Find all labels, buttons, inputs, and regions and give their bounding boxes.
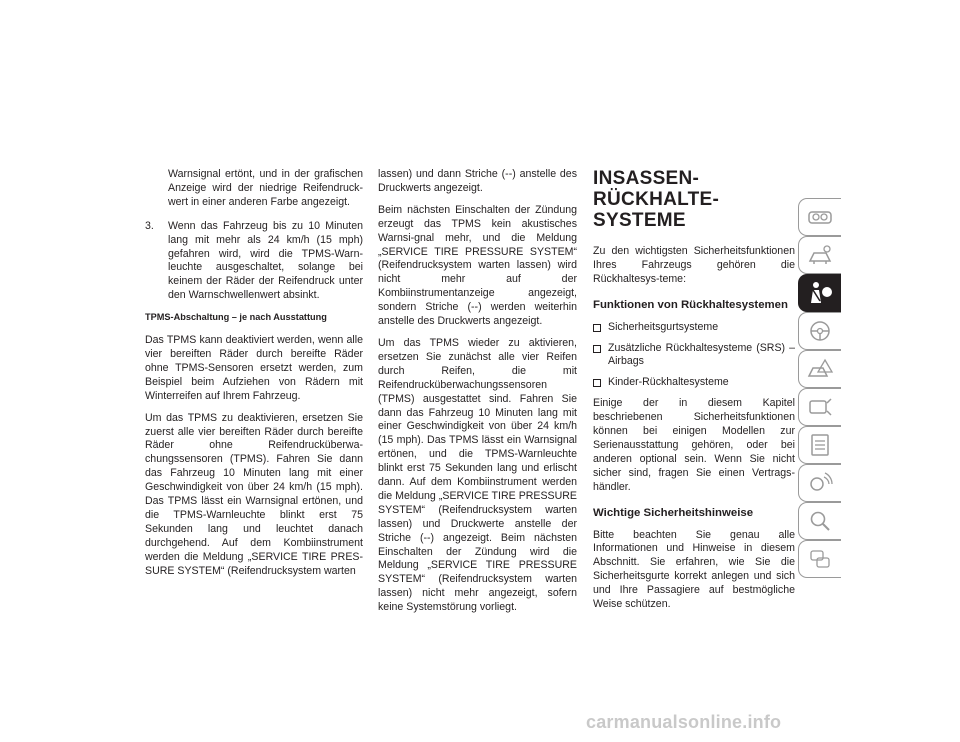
column-middle xyxy=(378,168,577,623)
chapter-title-line1: INSASSEN-RÜCKHALTE- xyxy=(593,168,720,210)
paragraph: Beim nächsten Einschalten der Zündung erzeugt das TPMS kein akustisches Warnsi-gnal mehr, und die Meldung „SERVICE TIRE PRESSURE SYSTEM“ (Reifendrucksystem warten lassen) wird nicht mehr auf der Kombiinstrumentanzeige angezeigt, sondern Striche (--) werden weiterhin anstelle des Druckwerts angezeigt. xyxy=(378,203,577,328)
list-item: Zusätzliche Rückhaltesysteme (SRS) – Airbags xyxy=(593,342,795,370)
chapter-title-line2: SYSTEME xyxy=(593,210,686,231)
paragraph: Um das TPMS wieder zu aktivieren, ersetzen Sie zunächst alle vier Reifen durch Reifen, die mit Reifendrucküberwachungssensoren (TPMS) ausgestattet sind. Fahren Sie dann das Fahrzeug 10 Minuten lang mit einer Geschwindigkeit von über 24 km/h (15 mph). Das TPMS lässt ein Warnsignal ertönen, und die TPMS-Warnleuchte blinkt erst 75 Sekunden lang und erlischt dann. Auf dem Kombiinstrument werden die Meldung „SERVICE TIRE PRESSURE SYSTEM“ (Reifendrucksystem warten lassen) und Druckwerte anstelle der Striche (--) angezeigt. Beim nächsten Einschalten der Zündung wird die Meldung „SERVICE TIRE PRESSURE SYSTEM“ (Reifendrucksystem warten lassen) nicht mehr angezeigt, sofern keine Systemstörung vorliegt. xyxy=(378,336,577,614)
warning-car-icon xyxy=(805,355,835,383)
intro-paragraph: Zu den wichtigsten Sicherheitsfunktionen Ihres Fahrzeugs gehören die Rückhaltesys-teme: xyxy=(593,245,795,285)
chapter-tab-languages[interactable] xyxy=(798,540,841,578)
continued-paragraph: Warnsignal ertönt, und in der grafischen Anzeige wird der niedrige Reifendruck-wert in einer anderen Farbe angezeigt. xyxy=(168,168,363,208)
numbered-item-3 xyxy=(145,220,363,303)
car-key-icon xyxy=(805,241,835,269)
checkbox-bullet-icon xyxy=(593,324,601,332)
section-heading-safety-notes: Wichtige Sicherheitshinweise xyxy=(593,506,754,519)
paragraph: Um das TPMS zu deaktivieren, ersetzen Sie zuerst alle vier bereiften Räder durch bereifte Räder ohne Reifendrucküberwa-chungssensoren (TPMS). Fahren Sie dann das Fahrzeug 10 Minuten lang mit einer Geschwindigkeit von über 24 km/h (15 mph). Das TPMS lässt ein Warnsignal ertönen, und die TPMS-Warnleuchte blinkt erst 75 Sekunden lang und leuchtet danach durchgehend. Auf dem Kombiinstrument werden die Meldung „SERVICE TIRE PRES-SURE SYSTEM“ (Reifendrucksystem warten xyxy=(145,411,363,577)
chapter-tab-dashboard[interactable] xyxy=(798,198,841,236)
language-icon xyxy=(805,545,835,573)
subheading-tpms-deactivation: TPMS-Abschaltung – je nach Ausstattung xyxy=(145,312,327,323)
chapter-tab-emergency[interactable] xyxy=(798,350,841,388)
checkbox-bullet-icon xyxy=(593,379,601,387)
chapter-tab-driving[interactable] xyxy=(798,312,841,350)
car-service-icon xyxy=(805,393,835,421)
paragraph: Einige der in diesem Kapitel beschriebenen Sicherheitsfunktionen können bei einigen Modellen zur Serienausstattung gehören, oder bei anderen optional sein. Wenn Sie nicht sicher sind, fragen Sie einen Vertrags-händler. xyxy=(593,397,795,493)
watermark: carmanualsonline.info xyxy=(586,712,782,732)
list-item: Kinder-Rückhaltesysteme xyxy=(593,376,795,390)
chapter-tab-multimedia[interactable] xyxy=(798,464,841,502)
item-text: Wenn das Fahrzeug bis zu 10 Minuten lang mit mehr als 24 km/h (15 mph) gefahren wird, wird die TPMS-Warn-leuchte ausgeschaltet, solange bei keinem der Räder der Reifendruck unter den Warnschwellenwert absinkt. xyxy=(168,219,363,302)
car-dashboard-icon xyxy=(805,203,835,231)
chapter-tab-index[interactable] xyxy=(798,502,841,540)
steering-wheel-icon xyxy=(805,317,835,345)
maintenance-list-icon xyxy=(805,431,835,459)
paragraph: Bitte beachten Sie genau alle Informationen und Hinweise in diesem Abschnitt. Sie erfahren, wie Sie die Sicherheitsgurte korrekt anlegen und sich und Ihre Passagiere auf bestmögliche Weise schützen. xyxy=(593,528,795,611)
section-heading-restraint-functions: Funktionen von Rückhaltesystemen xyxy=(593,298,788,311)
chapter-title xyxy=(593,168,795,231)
checkbox-bullet-icon xyxy=(593,345,601,353)
column-right xyxy=(593,168,795,620)
paragraph: lassen) und dann Striche (--) anstelle des Druckwerts angezeigt. xyxy=(378,168,577,194)
chapter-tab-specs[interactable] xyxy=(798,426,841,464)
chapter-tab-safety-active[interactable] xyxy=(798,274,841,312)
list-item: Sicherheitsgurtsysteme xyxy=(593,321,795,335)
chapter-tab-service[interactable] xyxy=(798,388,841,426)
column-left xyxy=(145,168,363,586)
paragraph: Das TPMS kann deaktiviert werden, wenn alle vier bereiften Räder durch bereifte Räder ohne TPMS-Sensoren ersetzt werden, zum Beispiel beim Aufziehen von Rädern mit Winterreifen auf Ihrem Fahrzeug. xyxy=(145,334,363,402)
chapter-tab-key[interactable] xyxy=(798,236,841,274)
item-number: 3. xyxy=(145,219,154,232)
magnifier-index-icon xyxy=(805,507,835,535)
seatbelt-airbag-icon xyxy=(805,279,835,307)
multimedia-icon xyxy=(805,469,835,497)
